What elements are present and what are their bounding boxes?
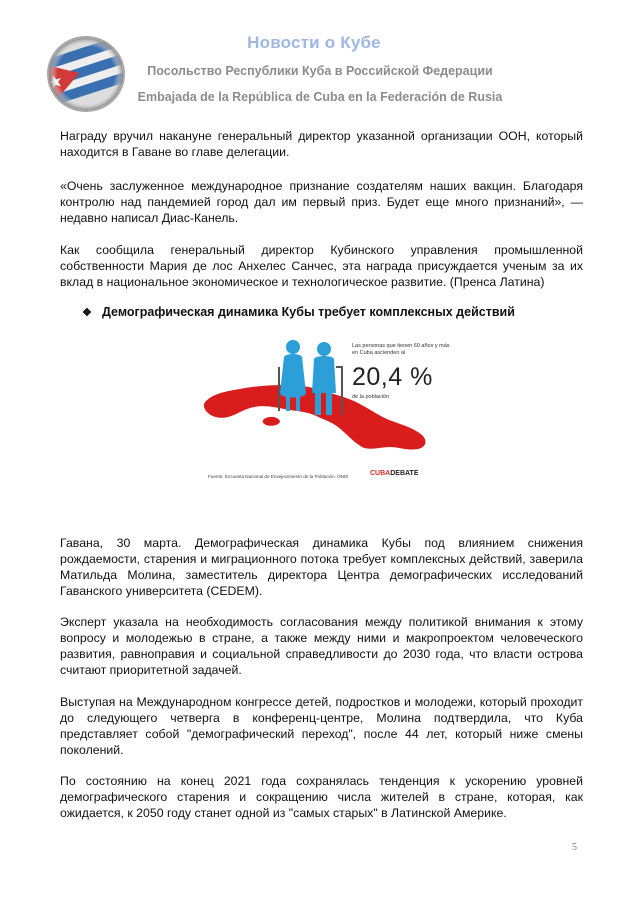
page-header	[0, 0, 628, 120]
cubadebate-logo	[370, 470, 419, 477]
infographic-stat: 20,4 %	[352, 363, 433, 391]
paragraph: По состоянию на конец 2021 года сохранялась тенденция к ускорению уровней демографического старения и сокращению числа жителей в стране, которая, как ожидается, к 2050 году станет одной из "самых старых" в Латинской Америке.	[60, 774, 583, 820]
paragraph: «Очень заслуженное международное признание создателям наших вакцин. Благодаря контролю над пандемией город дал им первый приз. Будет еще много признаний», — недавно написал Диас-Канель.	[60, 179, 583, 225]
paragraph: Как сообщила генеральный директор Кубинского управления промышленной собственности Мария де лос Анхелес Санчес, эта награда присуждается ученым за их вклад в национальное экономическое и технологическое развитие. (Пренса Латина)	[60, 243, 583, 289]
isla-de-la-juventud-shape	[263, 417, 280, 426]
article-heading-text: Демографическая динамика Кубы требует комплексных действий	[102, 305, 515, 319]
infographic	[200, 323, 450, 493]
infographic-caption-bottom: de la población	[352, 394, 390, 400]
header-title: Новости о Кубе	[247, 33, 381, 52]
infographic-caption-top: Las personas que tienen 60 años y más en Cuba ascienden al	[352, 343, 450, 356]
article-heading	[82, 304, 602, 321]
paragraph: Выступая на Международном конгрессе детей, подростков и молодежи, который проходит до следующего четверга в конференц-центре, Молина подтвердила, что Куба представляет собой "демографический переход", после 44 лет, который ниже смены поколений.	[60, 695, 583, 757]
header-embassy-es: Embajada de la República de Cuba en la Federación de Rusia	[137, 90, 503, 104]
diamond-bullet-icon: ❖	[82, 307, 92, 319]
page-number: 5	[572, 842, 577, 853]
paragraph: Гавана, 30 марта. Демографическая динамика Кубы под влиянием снижения рождаемости, старения и миграционного потока требует комплексных действий, заверила Матильда Молина, заместитель директора Центра демографических исследований Гаванского университета (CEDEM).	[60, 536, 583, 598]
brand-debate: DEBATE	[390, 470, 419, 477]
paragraph: Эксперт указала на необходимость согласования между политикой внимания к этому вопросу и молодежью в стране, а также между ними и макропроектом человеческого развития, равноправия и социальной справедливости до 2030 года, что власти острова считают приоритетной задачей.	[60, 615, 583, 677]
paragraph: Награду вручил накануне генеральный директор указанной организации ООН, который находится в Гаване во главе делегации.	[60, 129, 583, 159]
brand-cuba: CUBA	[370, 470, 391, 477]
header-embassy-ru: Посольство Республики Куба в Российской Федерации	[147, 64, 493, 78]
cuba-map-shape	[204, 385, 426, 450]
infographic-source: Fuente: Encuesta Nacional de Envejecimiento de la Población. ONEI	[208, 474, 349, 479]
